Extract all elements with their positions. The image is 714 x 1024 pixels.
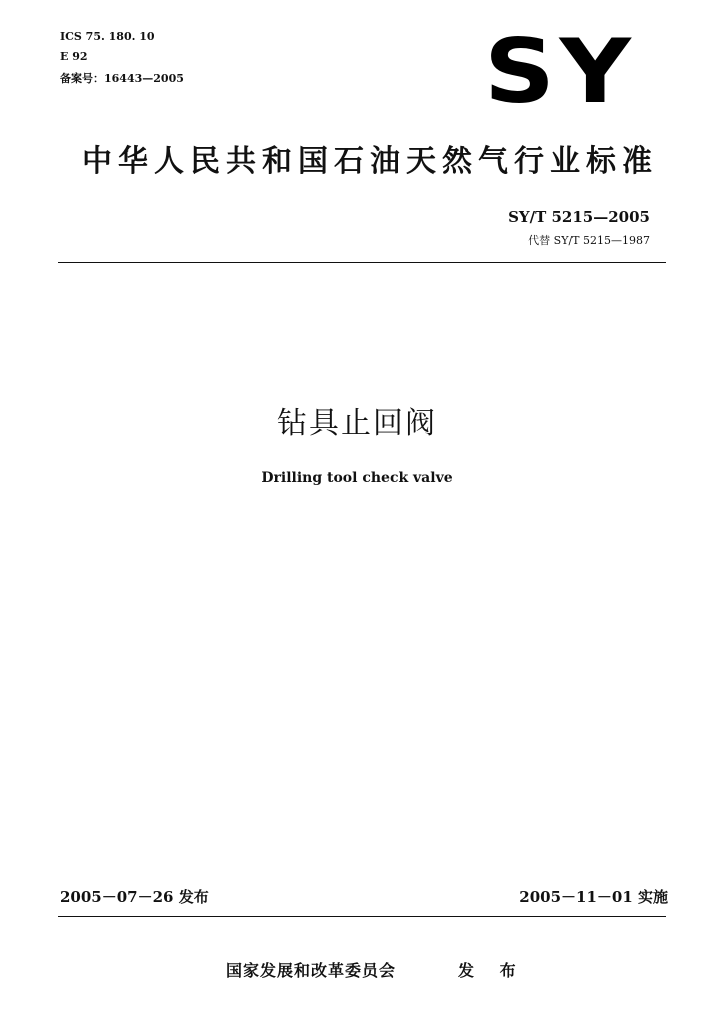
organization-title: 中华人民共和国石油天然气行业标准: [82, 144, 658, 179]
header-divider: [58, 262, 666, 263]
issue-date: 2005－07－26 发布: [60, 888, 209, 906]
filing-number: 备案号：16443—2005: [60, 72, 184, 85]
document-title-cn: 钻具止回阀: [277, 406, 437, 441]
document-title-en: Drilling tool check valve: [261, 470, 453, 486]
standard-number: SY/T 5215—2005: [508, 208, 650, 226]
replaces-standard: 代替 SY/T 5215—1987: [528, 234, 650, 247]
implementation-date: 2005－11－01 实施: [519, 888, 668, 906]
footer-divider: [58, 916, 666, 917]
publish-label: 发 布: [458, 961, 526, 980]
publisher-name: 国家发展和改革委员会: [226, 961, 397, 980]
ics-code: ICS 75. 180. 10: [60, 30, 155, 43]
sy-logo: SY: [484, 20, 636, 123]
ccs-code: E 92: [60, 50, 88, 63]
